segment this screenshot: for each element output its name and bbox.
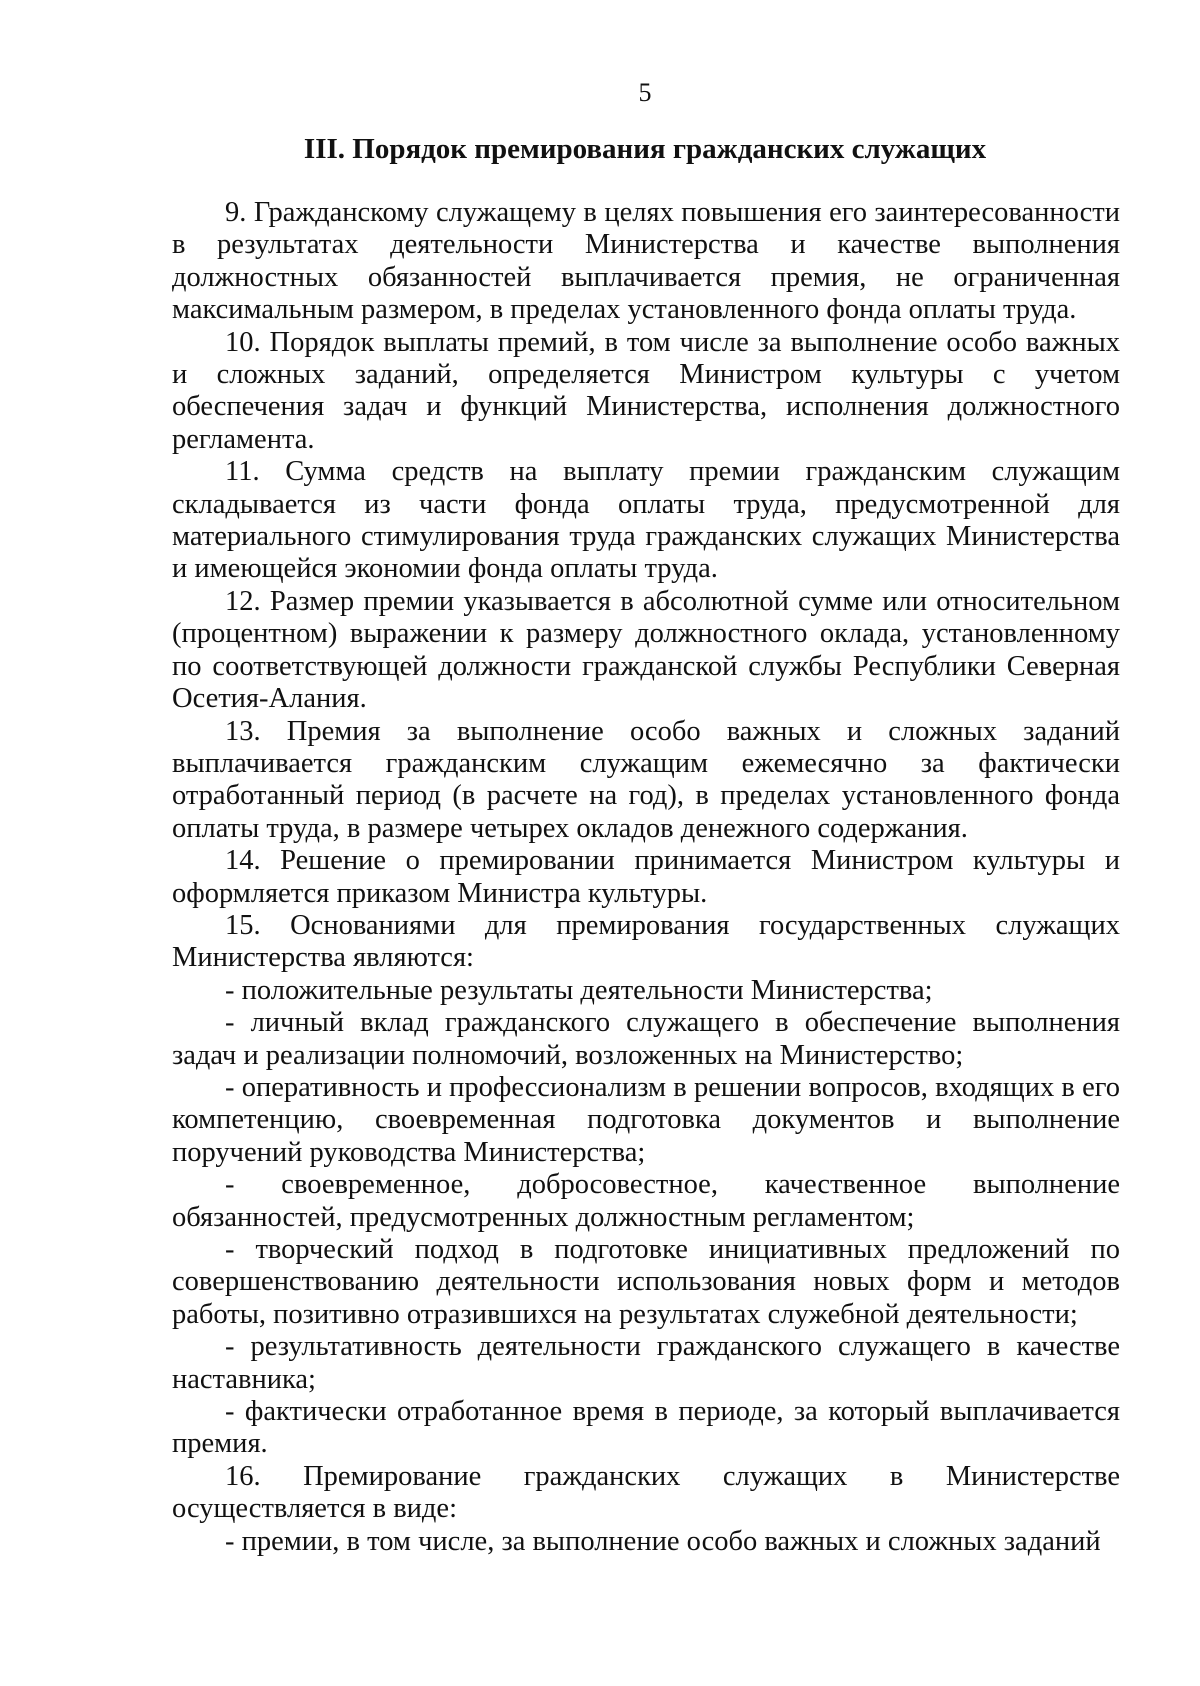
section-title: III. Порядок премирования гражданских служащих — [303, 133, 987, 165]
paragraph-10: 10. Порядок выплаты премий, в том числе за выполнение особо важных и сложных заданий, определяется Министром культуры с учетом обеспечения задач и функций Министерства, исполнения должностного регламента. — [172, 326, 1120, 455]
paragraph-16: 16. Премирование гражданских служащих в Министерстве осуществляется в виде: — [172, 1460, 1120, 1525]
paragraph-15: 15. Основаниями для премирования государственных служащих Министерства являются: — [172, 909, 1120, 974]
list-item: - фактически отработанное время в периоде, за который выплачивается премия. — [172, 1396, 1120, 1460]
paragraph-9: 9. Гражданскому служащему в целях повышения его заинтересованности в результатах деятельности Министерства и качестве выполнения должностных обязанностей выплачивается премия, не ограниченная максимальным размером, в пределах установленного фонда оплаты труда. — [172, 197, 1120, 326]
list-item: - творческий подход в подготовке инициативных предложений по совершенствованию деятельности использования новых форм и методов работы, позитивно отразившихся на результатах служебной деятельности; — [172, 1234, 1120, 1330]
list-item: - результативность деятельности гражданского служащего в качестве наставника; — [172, 1331, 1120, 1395]
list-item: - премии, в том числе, за выполнение особо важных и сложных заданий — [225, 1525, 1101, 1557]
document-body — [172, 197, 1120, 1558]
list-item: - своевременное, добросовестное, качественное выполнение обязанностей, предусмотренных должностным регламентом; — [172, 1169, 1120, 1233]
paragraph-11: 11. Сумма средств на выплату премии гражданским служащим складывается из части фонда оплаты труда, предусмотренной для материального стимулирования труда гражданских служащих Министерства и имеющейся экономии фонда оплаты труда. — [172, 456, 1120, 585]
list-item: - личный вклад гражданского служащего в обеспечение выполнения задач и реализации полномочий, возложенных на Министерство; — [172, 1007, 1120, 1071]
paragraph-13: 13. Премия за выполнение особо важных и сложных заданий выплачивается гражданским служащим ежемесячно за фактически отработанный период (в расчете на год), в пределах установленного фонда оплаты труда, в размере четырех окладов денежного содержания. — [172, 715, 1120, 844]
paragraph-12: 12. Размер премии указывается в абсолютной сумме или относительном (процентном) выражении к размеру должностного оклада, установленному по соответствующей должности гражданской службы Республики Северная Осетия-Алания. — [172, 585, 1120, 715]
list-item: - положительные результаты деятельности Министерства; — [225, 974, 933, 1006]
paragraph-14: 14. Решение о премировании принимается Министром культуры и оформляется приказом Министра культуры. — [172, 845, 1120, 909]
page-number: 5 — [638, 78, 652, 107]
list-item: - оперативность и профессионализм в решении вопросов, входящих в его компетенцию, своевременная подготовка документов и выполнение поручений руководства Министерства; — [172, 1071, 1120, 1168]
